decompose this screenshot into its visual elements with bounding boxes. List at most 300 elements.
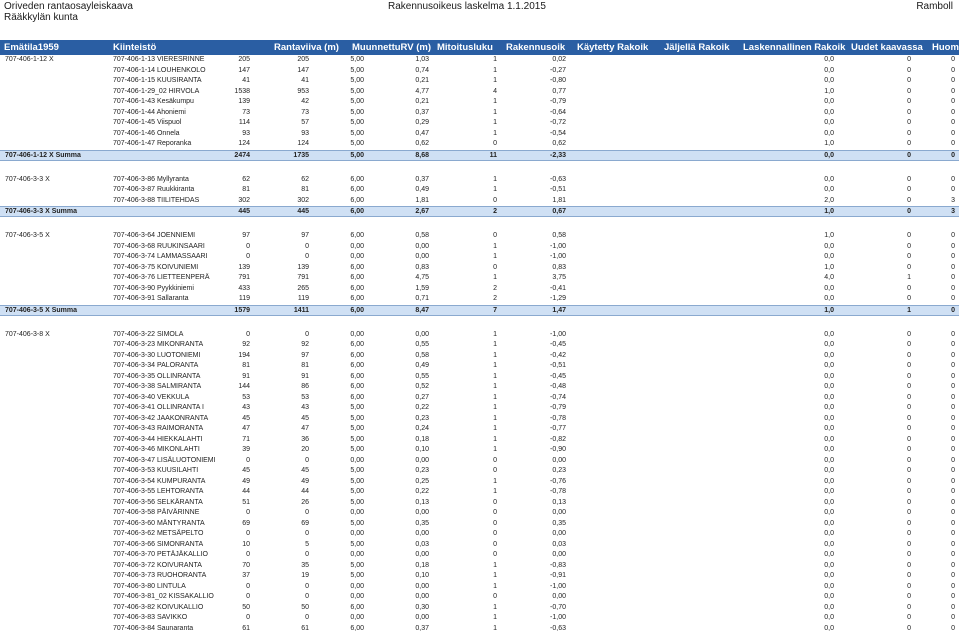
cell-rantaviiva: 61 bbox=[242, 625, 250, 632]
cell-laskennallinen-rakoik: 0,0 bbox=[824, 243, 834, 250]
cell-jaljella-rakoik: -0,72 bbox=[550, 119, 566, 126]
cell-uudet-kaavassa: 0 bbox=[907, 341, 911, 348]
cell-huom: 0 bbox=[951, 119, 955, 126]
cell-rantaviiva: 70 bbox=[242, 562, 250, 569]
cell-jaljella-rakoik: -0,77 bbox=[550, 425, 566, 432]
cell-kiinteisto: 707-406-3-86 Myllyranta bbox=[113, 176, 189, 183]
cell-kiinteisto: 707-406-3-72 KOIVURANTA bbox=[113, 562, 202, 569]
cell-mitoitusluku: 5,00 bbox=[350, 425, 364, 432]
cell-rakennusoik: 0,00 bbox=[415, 509, 429, 516]
cell-kaytetty-rakoik: 1 bbox=[493, 362, 497, 369]
cell-mitoitusluku: 5,00 bbox=[350, 109, 364, 116]
cell-rantaviiva: 194 bbox=[238, 352, 250, 359]
cell-rakennusoik: 0,00 bbox=[415, 331, 429, 338]
cell-huom: 0 bbox=[951, 446, 955, 453]
cell-muunnettu-rv: 119 bbox=[298, 295, 309, 302]
table-row bbox=[0, 613, 959, 624]
cell-muunnettu-rv: 47 bbox=[301, 425, 309, 432]
cell-jaljella-rakoik: -0,48 bbox=[550, 383, 566, 390]
column-header-jaljella-rakoik[interactable]: Jäljellä Rakoik bbox=[664, 42, 729, 53]
cell-rakennusoik: 0,00 bbox=[415, 614, 429, 621]
cell-kaytetty-rakoik: 1 bbox=[493, 331, 497, 338]
report-header bbox=[0, 0, 959, 40]
cell-laskennallinen-rakoik: 0,0 bbox=[824, 331, 834, 338]
cell-muunnettu-rv: 0 bbox=[305, 457, 309, 464]
cell-uudet-kaavassa: 1 bbox=[907, 307, 911, 314]
table-row bbox=[0, 263, 959, 274]
cell-rakennusoik: 0,47 bbox=[415, 130, 429, 137]
cell-jaljella-rakoik: -0,80 bbox=[550, 77, 566, 84]
cell-jaljella-rakoik: -2,33 bbox=[550, 152, 566, 159]
table-row bbox=[0, 97, 959, 108]
cell-rantaviiva: 433 bbox=[238, 285, 250, 292]
cell-kaytetty-rakoik: 0 bbox=[493, 140, 497, 147]
table-row bbox=[0, 393, 959, 404]
cell-laskennallinen-rakoik: 2,0 bbox=[824, 197, 834, 204]
cell-mitoitusluku: 5,00 bbox=[350, 520, 364, 527]
cell-rantaviiva: 0 bbox=[246, 551, 250, 558]
cell-rakennusoik: 1,59 bbox=[415, 285, 429, 292]
cell-muunnettu-rv: 19 bbox=[301, 572, 309, 579]
cell-rantaviiva: 71 bbox=[242, 436, 250, 443]
cell-kaytetty-rakoik: 0 bbox=[493, 499, 497, 506]
column-header-rantaviiva[interactable]: Rantaviiva (m) bbox=[274, 42, 339, 53]
cell-muunnettu-rv: 92 bbox=[301, 341, 309, 348]
cell-kiinteisto: 707-406-3-81_02 KISSAKALLIO bbox=[113, 593, 214, 600]
cell-kaytetty-rakoik: 0 bbox=[493, 232, 497, 239]
cell-rakennusoik: 0,24 bbox=[415, 425, 429, 432]
table-row bbox=[0, 196, 959, 207]
cell-jaljella-rakoik: 3,75 bbox=[552, 274, 566, 281]
cell-huom: 0 bbox=[951, 593, 955, 600]
cell-mitoitusluku: 0,00 bbox=[350, 530, 364, 537]
cell-kiinteisto: 707-406-3-76 LIETTEENPERÄ bbox=[113, 274, 210, 281]
cell-huom: 0 bbox=[951, 140, 955, 147]
cell-uudet-kaavassa: 0 bbox=[907, 352, 911, 359]
cell-kaytetty-rakoik: 1 bbox=[493, 77, 497, 84]
cell-kiinteisto: 707-406-3-58 PÄIVÄRINNE bbox=[113, 509, 199, 516]
cell-muunnettu-rv: 124 bbox=[297, 140, 309, 147]
cell-kaytetty-rakoik: 1 bbox=[493, 488, 497, 495]
cell-muunnettu-rv: 41 bbox=[301, 77, 309, 84]
cell-uudet-kaavassa: 0 bbox=[907, 541, 911, 548]
cell-rantaviiva: 62 bbox=[242, 176, 250, 183]
cell-kiinteisto: 707-406-3-47 LISÄLUOTONIEMI bbox=[113, 457, 216, 464]
cell-rakennusoik: 1,03 bbox=[415, 56, 429, 63]
cell-laskennallinen-rakoik: 0,0 bbox=[824, 404, 834, 411]
cell-huom: 0 bbox=[951, 352, 955, 359]
cell-kaytetty-rakoik: 0 bbox=[493, 457, 497, 464]
cell-mitoitusluku: 6,00 bbox=[350, 394, 364, 401]
cell-kiinteisto: 707-406-3-62 METSÄPELTO bbox=[113, 530, 203, 537]
cell-muunnettu-rv: 81 bbox=[301, 362, 309, 369]
cell-mitoitusluku: 6,00 bbox=[350, 625, 364, 632]
cell-jaljella-rakoik: -0,27 bbox=[550, 67, 566, 74]
cell-jaljella-rakoik: -0,78 bbox=[550, 488, 566, 495]
table-row bbox=[0, 231, 959, 242]
cell-kaytetty-rakoik: 11 bbox=[490, 152, 497, 159]
column-header-mitoitusluku[interactable]: Mitoitusluku bbox=[437, 42, 493, 53]
column-header-laskennallinen-rakoik[interactable]: Laskennallinen Rakoik bbox=[743, 42, 845, 53]
cell-mitoitusluku: 6,00 bbox=[350, 307, 364, 314]
cell-rantaviiva: 49 bbox=[242, 478, 250, 485]
cell-jaljella-rakoik: 0,00 bbox=[552, 509, 566, 516]
cell-rantaviiva: 69 bbox=[242, 520, 250, 527]
cell-kaytetty-rakoik: 1 bbox=[493, 253, 497, 260]
cell-kiinteisto: 707-406-3-60 MÄNTYRANTA bbox=[113, 520, 205, 527]
cell-jaljella-rakoik: -0,64 bbox=[550, 109, 566, 116]
cell-muunnettu-rv: 953 bbox=[297, 88, 309, 95]
cell-uudet-kaavassa: 0 bbox=[907, 499, 911, 506]
cell-laskennallinen-rakoik: 0,0 bbox=[824, 383, 834, 390]
cell-kaytetty-rakoik: 0 bbox=[493, 593, 497, 600]
cell-laskennallinen-rakoik: 1,0 bbox=[824, 88, 834, 95]
cell-kiinteisto: 707-406-3-34 PALORANTA bbox=[113, 362, 198, 369]
cell-kiinteisto: 707-406-3-64 JOENNIEMI bbox=[113, 232, 195, 239]
cell-uudet-kaavassa: 0 bbox=[907, 383, 911, 390]
cell-mitoitusluku: 5,00 bbox=[350, 467, 364, 474]
cell-laskennallinen-rakoik: 0,0 bbox=[824, 604, 834, 611]
cell-laskennallinen-rakoik: 1,0 bbox=[824, 140, 834, 147]
cell-mitoitusluku: 0,00 bbox=[350, 331, 364, 338]
cell-kiinteisto: 707-406-3-56 SELKÄRANTA bbox=[113, 499, 203, 506]
cell-uudet-kaavassa: 0 bbox=[907, 331, 911, 338]
cell-laskennallinen-rakoik: 0,0 bbox=[824, 130, 834, 137]
table-row bbox=[0, 435, 959, 446]
cell-mitoitusluku: 6,00 bbox=[350, 373, 364, 380]
cell-laskennallinen-rakoik: 0,0 bbox=[824, 176, 834, 183]
cell-uudet-kaavassa: 0 bbox=[907, 140, 911, 147]
company-name: Ramboll bbox=[916, 1, 953, 12]
cell-rakennusoik: 0,23 bbox=[415, 415, 429, 422]
table-row bbox=[0, 624, 959, 634]
cell-rakennusoik: 0,74 bbox=[415, 67, 429, 74]
table-row bbox=[0, 66, 959, 77]
cell-kaytetty-rakoik: 1 bbox=[493, 562, 497, 569]
cell-jaljella-rakoik: -0,63 bbox=[550, 625, 566, 632]
cell-kiinteisto: 707-406-3-75 KOIVUNIEMI bbox=[113, 264, 198, 271]
cell-rantaviiva: 0 bbox=[246, 614, 250, 621]
cell-laskennallinen-rakoik: 0,0 bbox=[824, 373, 834, 380]
table-row bbox=[0, 76, 959, 87]
column-header-muunnettu-rv[interactable]: MuunnettuRV (m) bbox=[352, 42, 431, 53]
cell-jaljella-rakoik: -1,00 bbox=[550, 253, 566, 260]
column-header-ematila[interactable]: Emätila1959 bbox=[4, 42, 59, 53]
cell-mitoitusluku: 0,00 bbox=[350, 583, 364, 590]
column-header-uudet-kaavassa[interactable]: Uudet kaavassa bbox=[851, 42, 923, 53]
cell-huom: 0 bbox=[951, 488, 955, 495]
cell-rantaviiva: 791 bbox=[238, 274, 250, 281]
cell-kaytetty-rakoik: 0 bbox=[493, 520, 497, 527]
cell-rakennusoik: 0,10 bbox=[415, 572, 429, 579]
cell-huom: 0 bbox=[951, 425, 955, 432]
cell-jaljella-rakoik: -0,63 bbox=[550, 176, 566, 183]
cell-kiinteisto: 707-406-3-41 OLLINRANTA I bbox=[113, 404, 204, 411]
cell-rantaviiva: 302 bbox=[238, 197, 250, 204]
cell-muunnettu-rv: 35 bbox=[301, 562, 309, 569]
table-row bbox=[0, 55, 959, 66]
cell-uudet-kaavassa: 1 bbox=[907, 274, 911, 281]
cell-mitoitusluku: 5,00 bbox=[350, 77, 364, 84]
report-title: Oriveden rantaosayleiskaava bbox=[4, 1, 133, 12]
cell-kiinteisto: 707-406-1-15 KUUSIRANTA bbox=[113, 77, 202, 84]
cell-mitoitusluku: 0,00 bbox=[350, 593, 364, 600]
cell-kaytetty-rakoik: 1 bbox=[493, 243, 497, 250]
cell-muunnettu-rv: 91 bbox=[301, 373, 309, 380]
cell-muunnettu-rv: 69 bbox=[301, 520, 309, 527]
cell-kaytetty-rakoik: 1 bbox=[493, 404, 497, 411]
cell-kaytetty-rakoik: 1 bbox=[493, 425, 497, 432]
cell-huom: 0 bbox=[951, 295, 955, 302]
cell-rantaviiva: 10 bbox=[242, 541, 250, 548]
cell-laskennallinen-rakoik: 0,0 bbox=[824, 362, 834, 369]
cell-uudet-kaavassa: 0 bbox=[907, 614, 911, 621]
cell-muunnettu-rv: 20 bbox=[301, 446, 309, 453]
cell-mitoitusluku: 5,00 bbox=[350, 140, 364, 147]
table-row bbox=[0, 361, 959, 372]
cell-muunnettu-rv: 73 bbox=[301, 109, 309, 116]
cell-jaljella-rakoik: 1,47 bbox=[552, 307, 566, 314]
cell-muunnettu-rv: 139 bbox=[297, 264, 309, 271]
cell-kiinteisto: 707-406-3-53 KUUSILAHTI bbox=[113, 467, 198, 474]
cell-muunnettu-rv: 0 bbox=[305, 593, 309, 600]
table-row bbox=[0, 529, 959, 540]
cell-rakennusoik: 0,37 bbox=[415, 109, 429, 116]
cell-rakennusoik: 0,21 bbox=[415, 77, 429, 84]
cell-rantaviiva: 2474 bbox=[234, 152, 250, 159]
table-row bbox=[0, 351, 959, 362]
cell-rakennusoik: 8,47 bbox=[415, 307, 429, 314]
table-row bbox=[0, 382, 959, 393]
cell-jaljella-rakoik: 0,00 bbox=[552, 530, 566, 537]
cell-rantaviiva: 147 bbox=[238, 67, 250, 74]
cell-laskennallinen-rakoik: 0,0 bbox=[824, 98, 834, 105]
cell-muunnettu-rv: 1735 bbox=[293, 152, 309, 159]
cell-huom: 0 bbox=[951, 551, 955, 558]
cell-huom: 0 bbox=[951, 98, 955, 105]
cell-rantaviiva: 119 bbox=[239, 295, 250, 302]
cell-uudet-kaavassa: 0 bbox=[907, 109, 911, 116]
cell-laskennallinen-rakoik: 0,0 bbox=[824, 425, 834, 432]
cell-jaljella-rakoik: 0,67 bbox=[552, 208, 566, 215]
cell-huom: 0 bbox=[951, 88, 955, 95]
cell-mitoitusluku: 0,00 bbox=[350, 253, 364, 260]
cell-rakennusoik: 4,77 bbox=[415, 88, 429, 95]
cell-rakennusoik: 0,18 bbox=[415, 436, 429, 443]
cell-uudet-kaavassa: 0 bbox=[907, 88, 911, 95]
table-row bbox=[0, 592, 959, 603]
cell-rantaviiva: 0 bbox=[246, 457, 250, 464]
cell-rakennusoik: 0,00 bbox=[415, 253, 429, 260]
cell-mitoitusluku: 6,00 bbox=[350, 362, 364, 369]
cell-jaljella-rakoik: 0,77 bbox=[552, 88, 566, 95]
cell-rakennusoik: 0,00 bbox=[415, 551, 429, 558]
cell-mitoitusluku: 6,00 bbox=[350, 264, 364, 271]
cell-huom: 0 bbox=[951, 583, 955, 590]
cell-jaljella-rakoik: -0,51 bbox=[550, 186, 566, 193]
cell-rakennusoik: 0,29 bbox=[415, 119, 429, 126]
table-row bbox=[0, 129, 959, 140]
cell-mitoitusluku: 5,00 bbox=[350, 562, 364, 569]
report-subtitle: Rakennusoikeus laskelma 1.1.2015 bbox=[388, 1, 546, 12]
cell-huom: 0 bbox=[951, 541, 955, 548]
cell-jaljella-rakoik: -0,90 bbox=[550, 446, 566, 453]
table-row bbox=[0, 340, 959, 351]
cell-mitoitusluku: 0,00 bbox=[350, 509, 364, 516]
column-header-kaytetty-rakoik[interactable]: Käytetty Rakoik bbox=[577, 42, 648, 53]
table-row bbox=[0, 414, 959, 425]
cell-kiinteisto: 707-406-3-55 LEHTORANTA bbox=[113, 488, 203, 495]
cell-muunnettu-rv: 26 bbox=[301, 499, 309, 506]
table-body bbox=[0, 55, 959, 634]
cell-rantaviiva: 92 bbox=[242, 341, 250, 348]
cell-rakennusoik: 0,83 bbox=[415, 264, 429, 271]
cell-rantaviiva: 81 bbox=[242, 186, 250, 193]
cell-rakennusoik: 0,00 bbox=[415, 457, 429, 464]
cell-rakennusoik: 1,81 bbox=[415, 197, 429, 204]
cell-laskennallinen-rakoik: 0,0 bbox=[824, 593, 834, 600]
table-row bbox=[0, 139, 959, 150]
cell-huom: 0 bbox=[951, 109, 955, 116]
cell-kiinteisto: 707-406-1-29_02 HIRVOLA bbox=[113, 88, 199, 95]
cell-uudet-kaavassa: 0 bbox=[907, 176, 911, 183]
spacer-row bbox=[0, 217, 959, 231]
cell-laskennallinen-rakoik: 1,0 bbox=[824, 208, 834, 215]
cell-jaljella-rakoik: 1,81 bbox=[552, 197, 566, 204]
cell-kiinteisto: 707-406-3-70 PETÄJÄKALLIO bbox=[113, 551, 208, 558]
cell-kiinteisto: 707-406-3-22 SIMOLA bbox=[113, 331, 183, 338]
cell-ematila: 707-406-3-3 X Summa bbox=[5, 208, 77, 215]
cell-jaljella-rakoik: -0,78 bbox=[550, 415, 566, 422]
table-row bbox=[0, 242, 959, 253]
cell-kiinteisto: 707-406-3-68 RUUKINSAARI bbox=[113, 243, 205, 250]
cell-huom: 0 bbox=[951, 243, 955, 250]
cell-mitoitusluku: 6,00 bbox=[350, 274, 364, 281]
cell-kiinteisto: 707-406-3-84 Saunaranta bbox=[113, 625, 193, 632]
cell-muunnettu-rv: 45 bbox=[301, 415, 309, 422]
cell-uudet-kaavassa: 0 bbox=[907, 488, 911, 495]
cell-rantaviiva: 41 bbox=[242, 77, 250, 84]
cell-ematila: 707-406-3-5 X bbox=[5, 232, 50, 239]
table-row bbox=[0, 185, 959, 196]
cell-laskennallinen-rakoik: 0,0 bbox=[824, 478, 834, 485]
cell-kaytetty-rakoik: 1 bbox=[493, 478, 497, 485]
table-row bbox=[0, 498, 959, 509]
cell-mitoitusluku: 6,00 bbox=[350, 295, 364, 302]
cell-rakennusoik: 0,49 bbox=[415, 362, 429, 369]
cell-huom: 3 bbox=[951, 208, 955, 215]
cell-jaljella-rakoik: 0,02 bbox=[552, 56, 566, 63]
cell-uudet-kaavassa: 0 bbox=[907, 119, 911, 126]
cell-muunnettu-rv: 265 bbox=[297, 285, 309, 292]
cell-muunnettu-rv: 42 bbox=[301, 98, 309, 105]
cell-kaytetty-rakoik: 1 bbox=[493, 352, 497, 359]
cell-kaytetty-rakoik: 1 bbox=[493, 614, 497, 621]
cell-huom: 0 bbox=[951, 56, 955, 63]
cell-jaljella-rakoik: 0,35 bbox=[552, 520, 566, 527]
cell-kiinteisto: 707-406-3-42 JAAKONRANTA bbox=[113, 415, 208, 422]
cell-huom: 0 bbox=[951, 152, 955, 159]
cell-kaytetty-rakoik: 0 bbox=[493, 509, 497, 516]
cell-kaytetty-rakoik: 2 bbox=[493, 285, 497, 292]
cell-laskennallinen-rakoik: 0,0 bbox=[824, 295, 834, 302]
cell-kaytetty-rakoik: 1 bbox=[493, 572, 497, 579]
cell-kaytetty-rakoik: 0 bbox=[493, 551, 497, 558]
cell-uudet-kaavassa: 0 bbox=[907, 593, 911, 600]
cell-jaljella-rakoik: -1,29 bbox=[550, 295, 566, 302]
column-header-rakennusoik[interactable]: Rakennusoik bbox=[506, 42, 565, 53]
cell-laskennallinen-rakoik: 4,0 bbox=[824, 274, 834, 281]
cell-jaljella-rakoik: 0,62 bbox=[552, 140, 566, 147]
cell-jaljella-rakoik: 0,03 bbox=[552, 541, 566, 548]
table-row bbox=[0, 87, 959, 98]
cell-kaytetty-rakoik: 1 bbox=[493, 56, 497, 63]
table-row bbox=[0, 175, 959, 186]
cell-laskennallinen-rakoik: 0,0 bbox=[824, 551, 834, 558]
cell-muunnettu-rv: 93 bbox=[301, 130, 309, 137]
cell-muunnettu-rv: 43 bbox=[301, 404, 309, 411]
cell-uudet-kaavassa: 0 bbox=[907, 425, 911, 432]
cell-muunnettu-rv: 44 bbox=[301, 488, 309, 495]
cell-rakennusoik: 0,23 bbox=[415, 467, 429, 474]
cell-rantaviiva: 0 bbox=[246, 253, 250, 260]
cell-muunnettu-rv: 36 bbox=[301, 436, 309, 443]
cell-uudet-kaavassa: 0 bbox=[907, 604, 911, 611]
spacer-row bbox=[0, 161, 959, 175]
cell-rantaviiva: 0 bbox=[246, 593, 250, 600]
cell-rakennusoik: 0,10 bbox=[415, 446, 429, 453]
cell-mitoitusluku: 0,00 bbox=[350, 457, 364, 464]
column-header-huom[interactable]: Huom bbox=[932, 42, 959, 53]
cell-muunnettu-rv: 0 bbox=[305, 243, 309, 250]
column-header-kiinteisto[interactable]: Kiinteistö bbox=[113, 42, 156, 53]
cell-laskennallinen-rakoik: 0,0 bbox=[824, 67, 834, 74]
cell-mitoitusluku: 5,00 bbox=[350, 98, 364, 105]
cell-muunnettu-rv: 205 bbox=[297, 56, 309, 63]
cell-kiinteisto: 707-406-3-66 SIMONRANTA bbox=[113, 541, 203, 548]
cell-uudet-kaavassa: 0 bbox=[907, 446, 911, 453]
cell-muunnettu-rv: 97 bbox=[301, 352, 309, 359]
cell-muunnettu-rv: 0 bbox=[305, 614, 309, 621]
cell-rantaviiva: 91 bbox=[242, 373, 250, 380]
cell-muunnettu-rv: 147 bbox=[297, 67, 309, 74]
cell-jaljella-rakoik: -0,54 bbox=[550, 130, 566, 137]
cell-huom: 0 bbox=[951, 415, 955, 422]
cell-huom: 0 bbox=[951, 232, 955, 239]
summary-row bbox=[0, 305, 959, 316]
cell-mitoitusluku: 0,00 bbox=[350, 614, 364, 621]
cell-uudet-kaavassa: 0 bbox=[907, 530, 911, 537]
cell-laskennallinen-rakoik: 0,0 bbox=[824, 436, 834, 443]
cell-rantaviiva: 37 bbox=[242, 572, 250, 579]
cell-laskennallinen-rakoik: 0,0 bbox=[824, 488, 834, 495]
cell-rakennusoik: 0,18 bbox=[415, 562, 429, 569]
cell-huom: 0 bbox=[951, 307, 955, 314]
cell-mitoitusluku: 6,00 bbox=[350, 604, 364, 611]
report-municipality: Rääkkylän kunta bbox=[4, 12, 133, 23]
cell-uudet-kaavassa: 0 bbox=[907, 467, 911, 474]
cell-uudet-kaavassa: 0 bbox=[907, 404, 911, 411]
cell-muunnettu-rv: 302 bbox=[297, 197, 309, 204]
cell-mitoitusluku: 5,00 bbox=[350, 488, 364, 495]
cell-huom: 0 bbox=[951, 285, 955, 292]
cell-uudet-kaavassa: 0 bbox=[907, 520, 911, 527]
cell-rantaviiva: 45 bbox=[242, 467, 250, 474]
cell-rakennusoik: 0,58 bbox=[415, 352, 429, 359]
cell-huom: 0 bbox=[951, 373, 955, 380]
cell-jaljella-rakoik: -0,42 bbox=[550, 352, 566, 359]
cell-ematila: 707-406-3-3 X bbox=[5, 176, 50, 183]
